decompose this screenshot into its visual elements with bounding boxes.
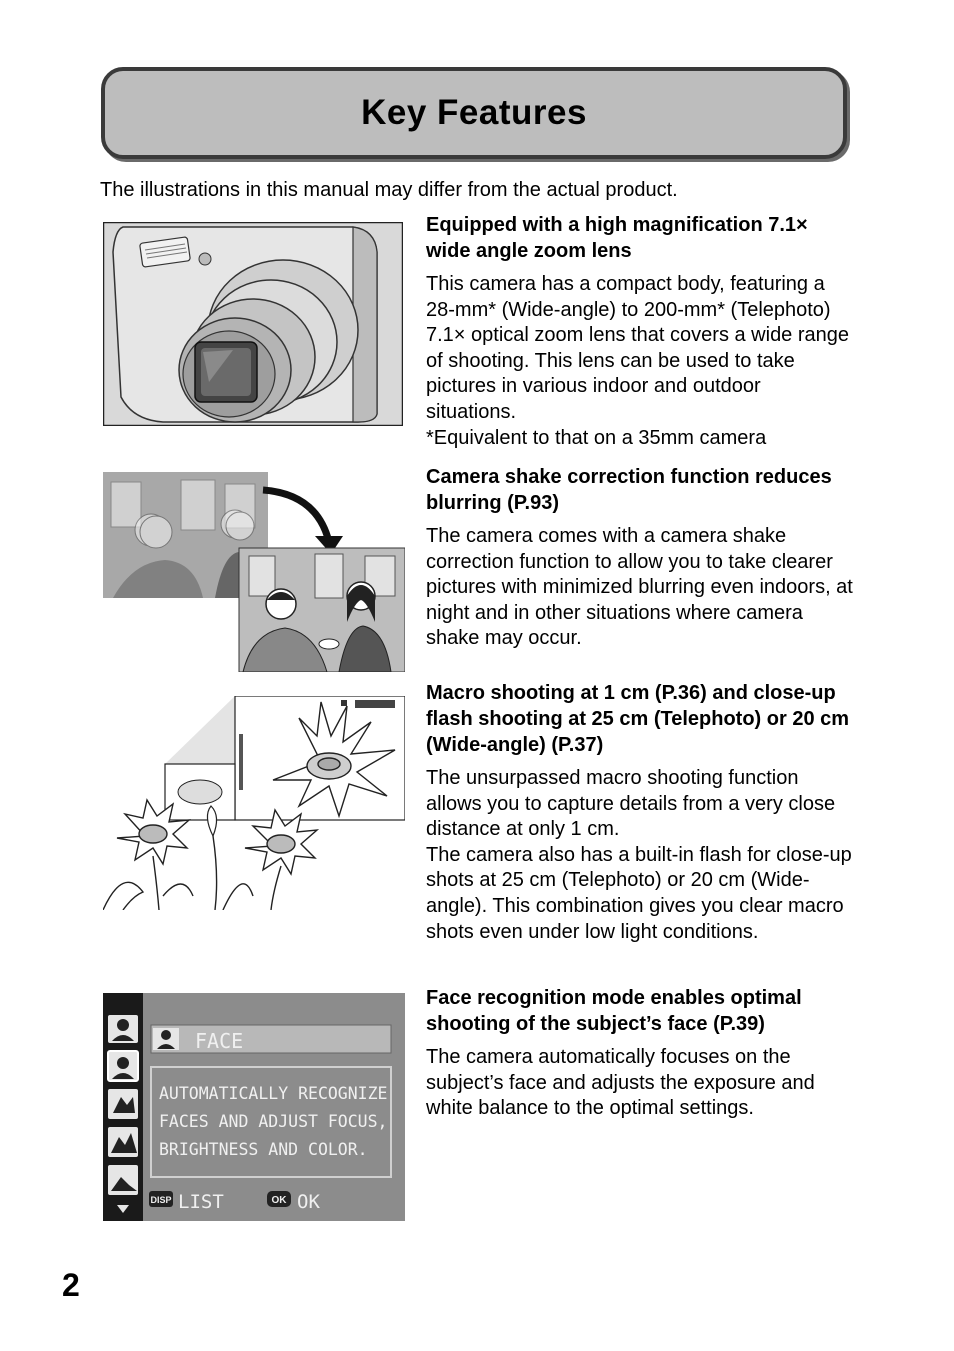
mode-label: FACE — [195, 1029, 244, 1053]
message-line-1: AUTOMATICALLY RECOGNIZE — [159, 1084, 388, 1103]
face-mode-screen — [103, 993, 405, 1221]
feature-face-recognition — [426, 985, 856, 1122]
feature-body: The camera comes with a camera shake correction function to allow you to take clearer pictures with minimized blurring even indoors, at night and in other situations where camera shake may occur. — [426, 525, 853, 650]
feature-body: This camera has a compact body, featuring a 28-mm* (Wide-angle) to 200-mm* (Telephoto) 7.1× optical zoom lens that covers a wide range of shooting. This lens can be used to take pictures in various indoor and outdoor situations. *Equivalent to that on a 35mm camera — [426, 273, 850, 449]
mode-label-bar — [151, 1025, 391, 1053]
feature-heading: Equipped with a high magnification 7.1× wide angle zoom lens — [426, 214, 808, 262]
message-line-3: BRIGHTNESS AND COLOR. — [159, 1140, 368, 1159]
feature-body: The unsurpassed macro shooting function allows you to capture details from a very close distance at only 1 cm. The camera also has a built-in flash for close-up shots at 25 cm (Telephoto) or 20 cm (Wide-angle). This combination gives you clear macro shots even under low light conditions. — [426, 767, 852, 943]
ok-label: OK — [297, 1191, 320, 1213]
title-box — [101, 67, 847, 159]
feature-shake-correction — [426, 464, 856, 652]
intro-note: The illustrations in this manual may differ from the actual product. — [100, 179, 678, 201]
message-line-2: FACES AND ADJUST FOCUS, — [159, 1112, 388, 1131]
list-label: LIST — [178, 1191, 224, 1213]
disp-key-text: DISP — [150, 1195, 172, 1205]
shake-correction-illustration — [103, 472, 405, 672]
feature-heading: Camera shake correction function reduces blurring (P.93) — [426, 466, 832, 514]
ok-key-text: OK — [271, 1195, 287, 1206]
page-number: 2 — [62, 1267, 80, 1303]
macro-flower-illustration — [103, 696, 405, 910]
feature-heading: Macro shooting at 1 cm (P.36) and close-up flash shooting at 25 cm (Telephoto) or 20 cm (Wide-angle) (P.37) — [426, 682, 850, 756]
feature-macro-shooting — [426, 680, 856, 945]
page-title: Key Features — [361, 93, 587, 132]
feature-zoom-lens — [426, 212, 856, 451]
feature-heading: Face recognition mode enables optimal shooting of the subject’s face (P.39) — [426, 987, 802, 1035]
camera-illustration — [103, 222, 403, 426]
feature-body: The camera automatically focuses on the subject’s face and adjusts the exposure and white balance to the optimal settings. — [426, 1046, 815, 1120]
